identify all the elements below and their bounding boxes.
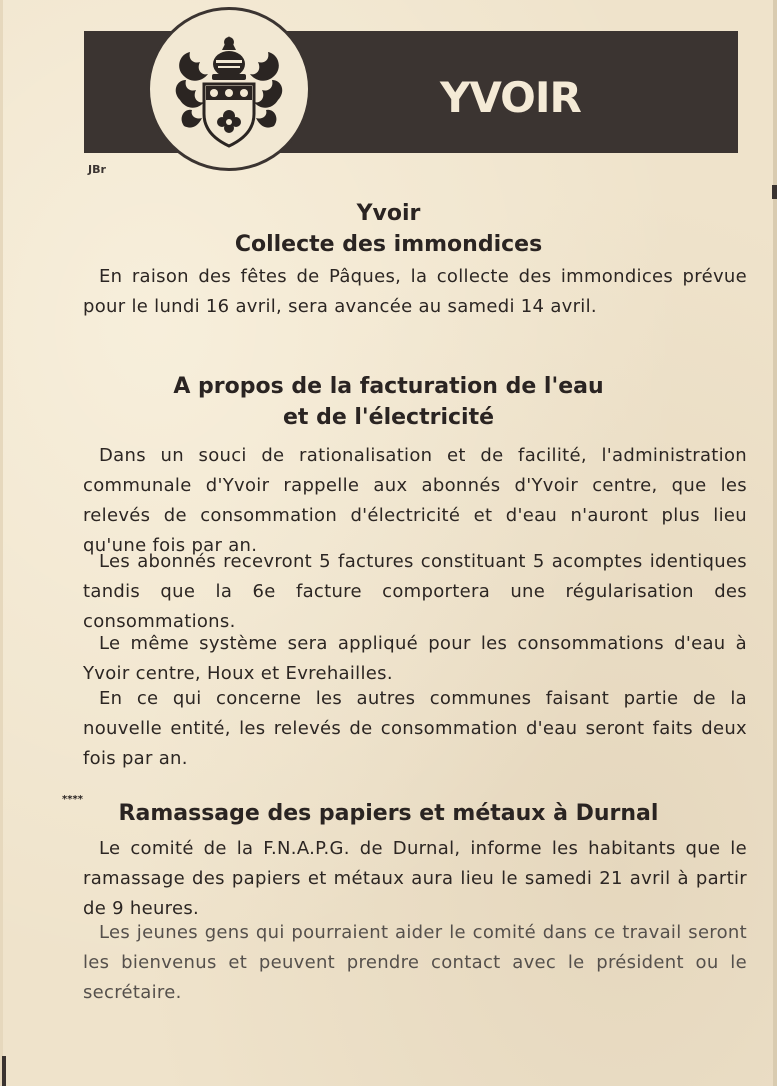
- article-2-paragraph: Dans un souci de rationalisation et de facilité, l'administration communale d'Yvoir rappelle aux abonnés d'Yvoir centre, que les relevés de consommation d'électricité et d'eau n'auront plus lieu qu'une fois par an.: [83, 445, 747, 556]
- photo-credit: JBr: [88, 163, 106, 176]
- banner-title: YVOIR: [440, 73, 581, 122]
- article-1-title-line-1: Yvoir: [356, 201, 421, 226]
- edge-mark-bottom: [2, 1056, 6, 1086]
- article-3-paragraph: Les jeunes gens qui pourraient aider le comité dans ce travail seront les bienvenus et peuvent prendre contact avec le président ou le secrétaire.: [83, 922, 747, 1003]
- right-edge: [773, 0, 777, 1086]
- article-3-paragraph: Le comité de la F.N.A.P.G. de Durnal, informe les habitants que le ramassage des papiers et métaux aura lieu le samedi 21 avril à partir de 9 heures.: [83, 838, 747, 919]
- article-2-paragraph: En ce qui concerne les autres communes faisant partie de la nouvelle entité, les relevés de consommation d'eau seront faits deux fois par an.: [83, 688, 747, 769]
- article-3-title: Ramassage des papiers et métaux à Durnal: [118, 801, 659, 826]
- article-2-heading: [0, 371, 777, 433]
- article-3-heading: [0, 798, 777, 829]
- article-2-paragraph: Les abonnés recevront 5 factures constituant 5 acomptes identiques tandis que la 6e facture comportera une régularisation des consommations.: [83, 551, 747, 632]
- edge-mark: [772, 185, 777, 199]
- article-2-title-line-1: A propos de la facturation de l'eau: [173, 374, 604, 399]
- article-2-paragraph: Le même système sera appliqué pour les consommations d'eau à Yvoir centre, Houx et Evrehailles.: [83, 633, 747, 684]
- article-1-paragraph: En raison des fêtes de Pâques, la collecte des immondices prévue pour le lundi 16 avril, sera avancée au samedi 14 avril.: [83, 266, 747, 317]
- left-edge: [0, 0, 3, 1086]
- article-1-title-line-2: Collecte des immondices: [234, 232, 543, 257]
- article-2-title-line-2: et de l'électricité: [282, 405, 495, 430]
- coat-of-arms-icon: [172, 30, 286, 148]
- section-separator: ****: [62, 794, 83, 805]
- article-1-heading: [0, 198, 777, 260]
